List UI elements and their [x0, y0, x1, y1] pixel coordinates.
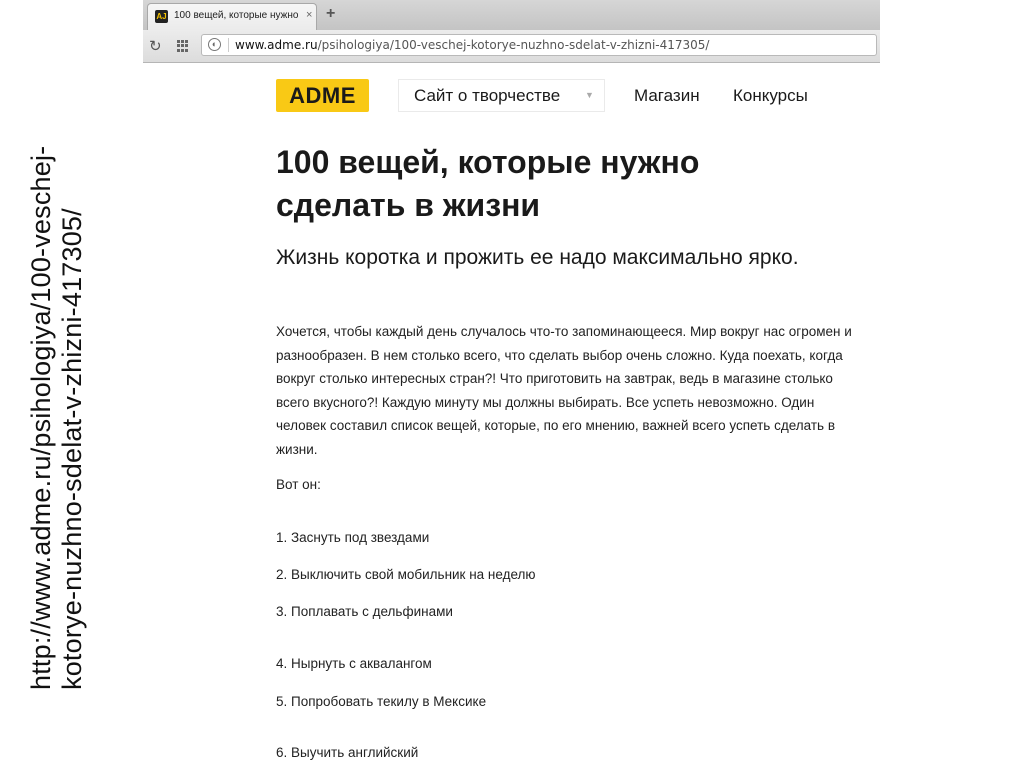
article-title — [276, 141, 836, 227]
reload-icon[interactable]: ↻ — [149, 38, 162, 55]
browser-window — [143, 0, 880, 768]
list-item: 2. Выключить свой мобильник на неделю — [276, 567, 536, 582]
list-intro: Вот он: — [276, 477, 321, 492]
close-icon[interactable]: × — [306, 9, 313, 21]
address-path: /psihologiya/100-veschej-kotorye-nuzhno-sdelat-v-zhizni-417305/ — [317, 38, 710, 52]
article-body: Хочется, чтобы каждый день случалось что-то запоминающееся. Мир вокруг нас огромен и разнообразен. В нем столько всего, что сделать выбор очень сложно. Куда поехать, когда вокруг столько интересных стран?! Что приготовить на завтрак, ведь в магазине столько всего вкусного?! Каждую минуту мы должны выбирать. Все успеть невозможно. Один человек составил список вещей, которые, по его мнению, важней всего успеть сделать в жизни. — [276, 324, 852, 457]
address-url[interactable] — [235, 38, 709, 52]
list-item: 1. Заснуть под звездами — [276, 530, 430, 545]
article-lead: Жизнь коротка и прожить ее надо максимально ярко. — [276, 246, 799, 269]
browser-tab[interactable] — [147, 3, 317, 30]
address-host: www.adme.ru — [235, 38, 318, 52]
list-item: 3. Поплавать с дельфинами — [276, 604, 453, 619]
tab-title: 100 вещей, которые нужно — [174, 10, 299, 21]
favicon-icon: AJ — [156, 12, 167, 21]
nav-link-contests[interactable]: Конкурсы — [733, 86, 808, 105]
tab-bar — [143, 0, 880, 30]
chevron-down-icon: ▼ — [585, 90, 594, 100]
side-url-line-1: http://www.adme.ru/psihologiya/100-veschej- — [26, 145, 56, 690]
article-title-line-1: 100 вещей, которые нужно — [276, 144, 700, 180]
address-bar[interactable] — [201, 34, 877, 56]
nav-dropdown-creativity[interactable] — [398, 79, 605, 112]
article-title-line-2: сделать в жизни — [276, 187, 541, 223]
side-url-caption — [26, 145, 88, 690]
new-tab-icon[interactable]: + — [326, 5, 336, 22]
nav-link-shop[interactable]: Магазин — [634, 86, 700, 105]
web-page — [143, 63, 880, 768]
page-info-icon[interactable]: ◐ — [208, 38, 221, 51]
site-logo[interactable]: ADME — [276, 79, 369, 112]
list-item: 6. Выучить английский — [276, 745, 419, 760]
address-separator — [228, 38, 229, 52]
nav-dropdown-label: Сайт о творчестве — [414, 86, 561, 105]
list-item: 5. Попробовать текилу в Мексике — [276, 694, 487, 709]
browser-toolbar — [143, 30, 880, 63]
apps-icon[interactable] — [177, 40, 189, 52]
list-item: 4. Нырнуть с аквалангом — [276, 656, 432, 671]
side-url-line-2: kotorye-nuzhno-sdelat-v-zhizni-417305/ — [57, 208, 87, 690]
